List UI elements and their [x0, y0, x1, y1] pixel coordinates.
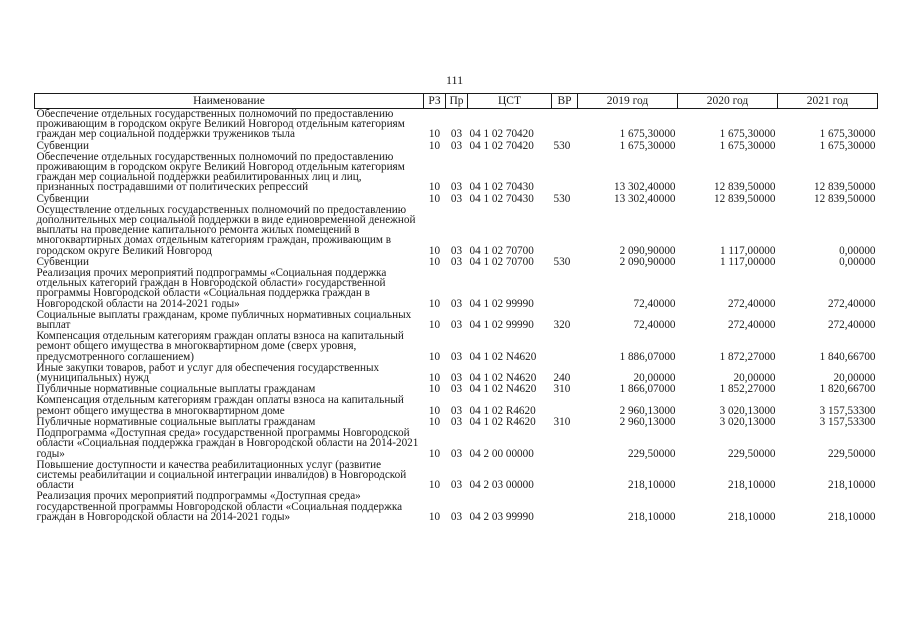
row-value-2020: 12 839,50000 — [713, 181, 776, 194]
row-pr: 03 — [450, 372, 463, 385]
row-name: Реализация прочих мероприятий подпрограммы «Социальная поддержка отдельных категорий граждан в Новгородской области» государственной программы Новгородской области «Социальная поддержка граждан в Новгородской области на 2014-2021 годы» — [36, 267, 387, 310]
row-rz: 10 — [428, 404, 441, 417]
header-vr: ВР — [552, 94, 578, 109]
row-value-2020: 272,40000 — [727, 297, 776, 310]
row-cst: 04 1 02 R4620 — [469, 404, 536, 417]
header-cst: ЦСТ — [468, 94, 552, 109]
table-row — [35, 205, 878, 257]
row-name: Субвенции — [36, 192, 89, 205]
row-name: Иные закупки товаров, работ и услуг для обеспечения государственных (муниципальных) нужд — [36, 361, 380, 385]
row-pr: 03 — [450, 479, 463, 492]
row-rz: 10 — [428, 244, 441, 257]
row-name: Обеспечение отдельных государственных полномочий по предоставлению проживающим в городском округе Великий Новгород отдельным категориям граждан мер социальной поддержки реабилитированных лиц и лиц, признанных пострадавшими от политических репрессий — [36, 150, 405, 194]
row-value-2021: 20,00000 — [833, 372, 876, 385]
row-rz: 10 — [428, 510, 441, 523]
row-vr: 310 — [553, 383, 571, 396]
row-vr: 310 — [553, 415, 571, 428]
row-value-2019: 229,50000 — [627, 447, 676, 460]
row-vr: 320 — [553, 319, 571, 332]
row-value-2021: 272,40000 — [827, 319, 876, 332]
header-2019: 2019 год — [578, 94, 678, 109]
row-vr — [552, 491, 578, 523]
row-pr: 03 — [450, 128, 463, 141]
row-value-2020: 218,10000 — [727, 510, 776, 523]
row-name: Обеспечение отдельных государственных полномочий по предоставлению проживающим в городском округе Великий Новгород отдельным категориям граждан мер социальной поддержки тружеников тыла — [36, 108, 405, 141]
row-rz: 10 — [428, 383, 441, 396]
row-value-2021: 1 675,30000 — [819, 128, 876, 141]
row-name: Компенсация отдельным категориям граждан оплаты взноса на капитальный ремонт общего имущества в многоквартирном доме (сверх уровня, предусмотренного соглашением) — [36, 330, 404, 363]
row-value-2021: 229,50000 — [827, 447, 876, 460]
row-vr — [552, 395, 578, 416]
row-vr — [552, 331, 578, 363]
row-cst: 04 1 02 70430 — [469, 192, 534, 205]
table-row — [35, 428, 878, 460]
row-vr — [552, 205, 578, 257]
row-cst: 04 2 03 99990 — [469, 510, 534, 523]
header-pr: Пр — [446, 94, 468, 109]
row-value-2019: 72,40000 — [633, 319, 676, 332]
row-cst: 04 1 02 N4620 — [469, 372, 537, 385]
row-value-2020: 3 020,13000 — [719, 404, 776, 417]
header-name: Наименование — [35, 94, 424, 109]
table-row — [35, 310, 878, 331]
row-value-2021: 218,10000 — [827, 479, 876, 492]
row-rz: 10 — [428, 297, 441, 310]
row-value-2019: 1 675,30000 — [619, 128, 676, 141]
row-value-2019: 2 090,90000 — [619, 244, 676, 257]
row-rz: 10 — [428, 319, 441, 332]
row-rz: 10 — [428, 415, 441, 428]
row-pr: 03 — [450, 350, 463, 363]
row-cst: 04 1 02 99990 — [469, 319, 534, 332]
row-rz: 10 — [428, 479, 441, 492]
row-rz: 10 — [428, 139, 441, 152]
row-name: Публичные нормативные социальные выплаты гражданам — [36, 415, 316, 428]
header-2021: 2021 год — [778, 94, 878, 109]
row-rz: 10 — [428, 447, 441, 460]
row-value-2021: 0,00000 — [839, 255, 876, 268]
row-rz: 10 — [428, 255, 441, 268]
row-vr: 240 — [553, 372, 571, 385]
header-2020: 2020 год — [678, 94, 778, 109]
row-vr — [552, 268, 578, 310]
row-value-2019: 13 302,40000 — [613, 181, 676, 194]
row-name: Социальные выплаты гражданам, кроме публичных нормативных социальных выплат — [36, 308, 412, 332]
row-cst: 04 1 02 70420 — [469, 128, 534, 141]
row-name: Субвенции — [36, 255, 89, 268]
row-cst: 04 1 02 70700 — [469, 255, 534, 268]
table-row — [35, 460, 878, 492]
row-value-2020: 1 675,30000 — [719, 128, 776, 141]
row-value-2021: 3 157,53300 — [819, 415, 876, 428]
table-row — [35, 268, 878, 310]
row-cst: 04 1 02 N4620 — [469, 383, 537, 396]
row-name: Субвенции — [36, 139, 89, 152]
row-value-2021: 218,10000 — [827, 510, 876, 523]
table-row — [35, 395, 878, 416]
row-name: Реализация прочих мероприятий подпрограммы «Доступная среда» государственной программы Новгородской области «Социальная поддержка граждан в Новгородской области на 2014-2021 годы» — [36, 490, 403, 523]
row-pr: 03 — [450, 244, 463, 257]
row-cst: 04 1 02 70700 — [469, 244, 534, 257]
row-value-2019: 1 675,30000 — [619, 139, 676, 152]
row-pr: 03 — [450, 297, 463, 310]
row-rz: 10 — [428, 181, 441, 194]
row-cst: 04 1 02 N4620 — [469, 350, 537, 363]
row-cst: 04 2 00 00000 — [469, 447, 534, 460]
row-rz: 10 — [428, 192, 441, 205]
row-name: Повышение доступности и качества реабилитационных услуг (развитие системы реабилитации и социальной интеграции инвалидов) в Новгородской области — [36, 458, 407, 492]
table-body — [35, 109, 878, 523]
table-row — [35, 491, 878, 523]
row-value-2021: 1 675,30000 — [819, 139, 876, 152]
row-cst: 04 1 02 70420 — [469, 139, 534, 152]
page-number: 111 — [446, 73, 464, 87]
row-value-2021: 1 820,66700 — [819, 383, 876, 396]
row-value-2019: 20,00000 — [633, 372, 676, 385]
row-value-2021: 272,40000 — [827, 297, 876, 310]
row-pr: 03 — [450, 192, 463, 205]
row-value-2019: 218,10000 — [627, 510, 676, 523]
row-pr: 03 — [450, 383, 463, 396]
row-value-2020: 12 839,50000 — [713, 192, 776, 205]
row-rz: 10 — [428, 128, 441, 141]
row-value-2019: 2 960,13000 — [619, 415, 676, 428]
row-vr — [552, 109, 578, 141]
row-value-2021: 3 157,53300 — [819, 404, 876, 417]
row-value-2019: 2 090,90000 — [619, 255, 676, 268]
row-value-2020: 272,40000 — [727, 319, 776, 332]
row-value-2021: 12 839,50000 — [813, 181, 876, 194]
row-vr: 530 — [553, 255, 571, 268]
row-value-2020: 3 020,13000 — [719, 415, 776, 428]
table-header-row — [35, 94, 878, 109]
header-rz: РЗ — [424, 94, 446, 109]
row-pr: 03 — [450, 447, 463, 460]
row-cst: 04 1 02 R4620 — [469, 415, 536, 428]
row-value-2020: 1 675,30000 — [719, 139, 776, 152]
row-value-2019: 72,40000 — [633, 297, 676, 310]
row-name: Компенсация отдельным категориям граждан оплаты взноса на капитальный ремонт общего имущества в многоквартирном доме — [36, 394, 404, 417]
row-cst: 04 1 02 99990 — [469, 297, 534, 310]
row-pr: 03 — [450, 255, 463, 268]
row-value-2019: 2 960,13000 — [619, 404, 676, 417]
row-vr: 530 — [553, 139, 571, 152]
row-vr — [552, 152, 578, 194]
row-vr — [552, 428, 578, 460]
row-value-2019: 1 886,07000 — [619, 350, 676, 363]
table-row — [35, 152, 878, 194]
row-value-2020: 1 117,00000 — [719, 244, 776, 257]
table-row — [35, 331, 878, 363]
row-pr: 03 — [450, 510, 463, 523]
row-value-2020: 1 872,27000 — [719, 350, 776, 363]
row-pr: 03 — [450, 319, 463, 332]
table-row — [35, 363, 878, 384]
row-vr — [552, 460, 578, 492]
row-cst: 04 1 02 70430 — [469, 181, 534, 194]
row-value-2020: 229,50000 — [727, 447, 776, 460]
row-name: Подпрограмма «Доступная среда» государственной программы Новгородской области «Социальная поддержка граждан в Новгородской области на 2014-2021 годы» — [36, 427, 419, 460]
row-value-2019: 1 866,07000 — [619, 383, 676, 396]
row-rz: 10 — [428, 350, 441, 363]
row-cst: 04 2 03 00000 — [469, 479, 534, 492]
row-value-2020: 1 117,00000 — [719, 255, 776, 268]
row-value-2021: 0,00000 — [839, 244, 876, 257]
row-pr: 03 — [450, 404, 463, 417]
row-name: Публичные нормативные социальные выплаты гражданам — [36, 383, 316, 396]
row-value-2020: 1 852,27000 — [719, 383, 776, 396]
row-value-2021: 1 840,66700 — [819, 350, 876, 363]
row-vr: 530 — [553, 192, 571, 205]
row-pr: 03 — [450, 415, 463, 428]
row-value-2019: 218,10000 — [627, 479, 676, 492]
row-pr: 03 — [450, 139, 463, 152]
row-value-2019: 13 302,40000 — [613, 192, 676, 205]
row-value-2020: 20,00000 — [733, 372, 776, 385]
budget-table — [34, 93, 878, 523]
row-value-2020: 218,10000 — [727, 479, 776, 492]
row-name: Осуществление отдельных государственных полномочий по предоставлению дополнительных мер социальной поддержки в виде единовременной денежной выплаты на проведение капитального ремонта жилых помещений в многоквартирных домах отдельным категориям граждан, проживающим в городском округе Великий Новгород — [36, 203, 416, 257]
row-pr: 03 — [450, 181, 463, 194]
row-rz: 10 — [428, 372, 441, 385]
row-value-2021: 12 839,50000 — [813, 192, 876, 205]
table-row — [35, 109, 878, 141]
